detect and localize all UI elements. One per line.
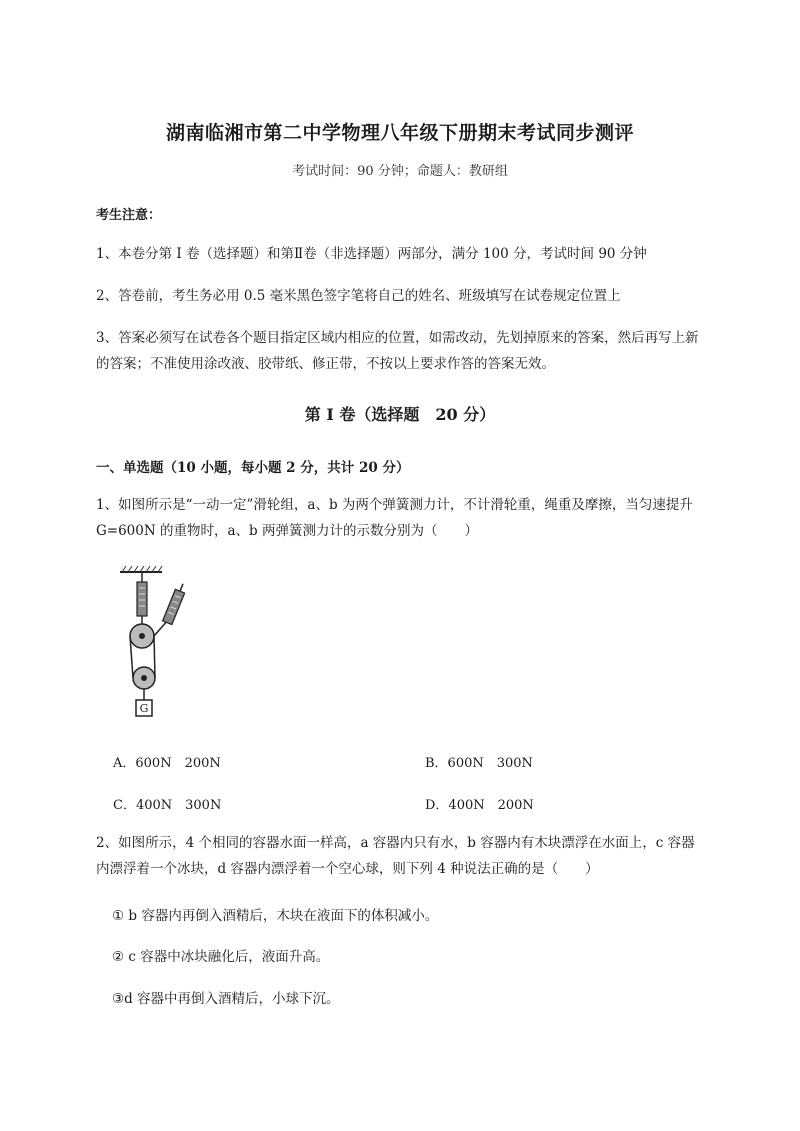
statement-2: ② c 容器中冰块融化后，液面升高。 [112,949,330,965]
statement-1: ① b 容器内再倒入酒精后，木块在液面下的体积减小。 [112,908,439,924]
option-b[interactable]: B．600N 300N [425,756,533,771]
option-a[interactable]: A．600N 200N [113,756,221,771]
note-item-1: 1、本卷分第 I 卷（选择题）和第Ⅱ卷（非选择题）两部分，满分 100 分，考试时间 90 分钟 [96,246,647,262]
weight-label: G [139,702,149,715]
part-heading: 一、单选题（10 小题，每小题 2 分，共计 20 分） [96,460,410,476]
question-1-text: 1、如图所示是“一动一定”滑轮组，a、b 为两个弹簧测力计，不计滑轮重，绳重及摩擦，当匀速提升 G=600N 的重物时，a、b 两弹簧测力计的示数分别为（ ） [96,497,693,539]
notes-heading: 考生注意： [96,208,162,223]
pulley-figure [112,562,196,722]
note-item-2: 2、答卷前，考生务必用 0.5 毫米黑色签字笔将自己的姓名、班级填写在试卷规定位置上 [96,288,621,304]
exam-info: 考试时间：90 分钟；命题人：教研组 [292,164,508,179]
note-item-3: 3、答案必须写在试卷各个题目指定区域内相应的位置，如需改动，先划掉原来的答案，然后再写上新的答案；不准使用涂改液、胶带纸、修正带，不按以上要求作答的答案无效。 [96,330,699,372]
statement-3: ③d 容器中再倒入酒精后，小球下沉。 [112,991,340,1007]
question-2-text: 2、如图所示，4 个相同的容器水面一样高，a 容器内只有水，b 容器内有木块漂浮在水面上，c 容器内漂浮着一个冰块，d 容器内漂浮着一个空心球，则下列 4 种说法正确的是（ ） [96,835,695,877]
pulley-diagram [112,562,196,722]
option-d[interactable]: D．400N 200N [425,798,534,813]
section-title: 第 I 卷（选择题 20 分） [304,405,496,424]
page-title: 湖南临湘市第二中学物理八年级下册期末考试同步测评 [165,122,634,144]
option-c[interactable]: C．400N 300N [113,798,222,813]
